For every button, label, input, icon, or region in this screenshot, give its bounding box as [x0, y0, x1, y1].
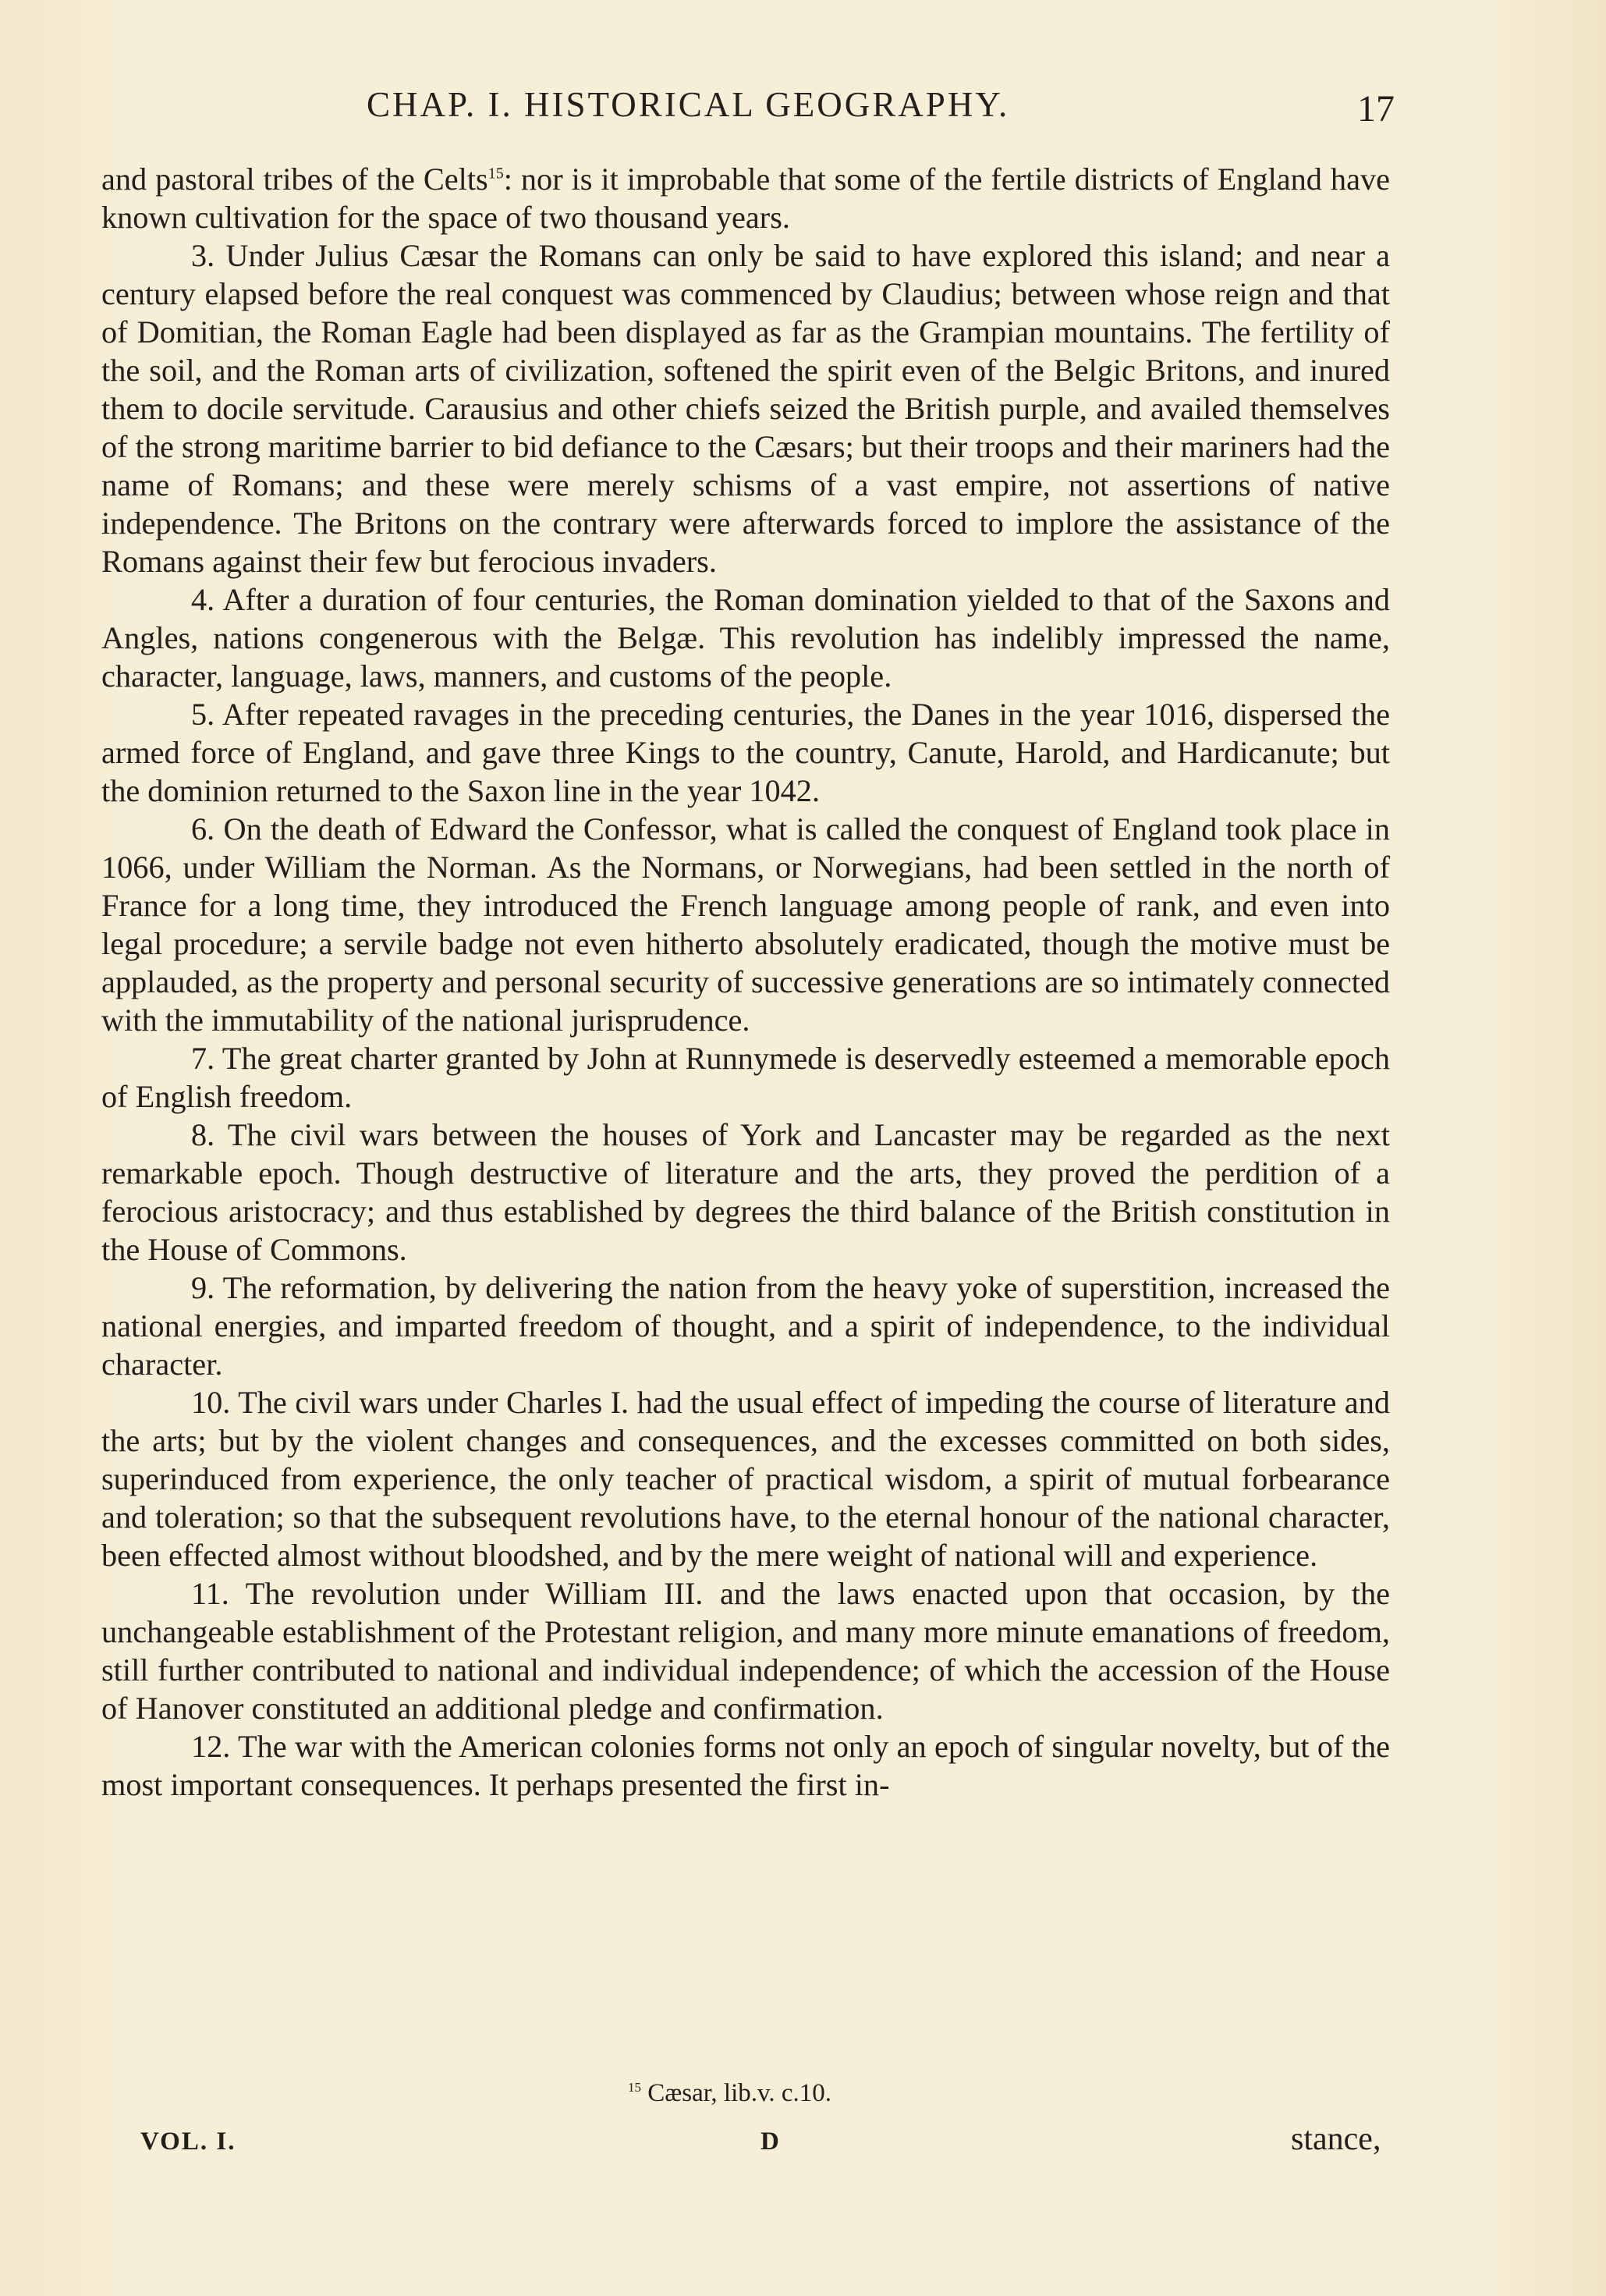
paragraph-5: 5. After repeated ravages in the preceding centuries, the Danes in the year 1016, dispersed the armed force of England, and gave three Kings to the country, Canute, Harold, and Hardicanute; but the dominion returned to the Saxon line in the year 1042.	[101, 697, 1390, 808]
body-text	[101, 160, 1390, 1804]
catchword: stance,	[1291, 2121, 1381, 2157]
footnote-reference: 15	[487, 165, 504, 183]
paragraph-10: 10. The civil wars under Charles I. had the usual effect of impeding the course of literature and the arts; but by the violent changes and consequences, and the excesses committed on both sides, superinduced from experience, the only teacher of practical wisdom, a spirit of mutual forbearance and toleration; so that the subsequent revolutions have, to the eternal honour of the national character, been effected almost without bloodshed, and by the mere weight of national will and experience.	[101, 1385, 1390, 1573]
paragraph-8: 8. The civil wars between the houses of York and Lancaster may be regarded as the next remarkable epoch. Though destructive of literature and the arts, they proved the perdition of a ferocious aristocracy; and thus established by degrees the third balance of the British constitution in the House of Commons.	[101, 1117, 1390, 1267]
paragraph-continued	[101, 160, 1390, 236]
volume-label: VOL. I.	[140, 2127, 236, 2156]
page-number: 17	[1357, 88, 1395, 130]
paragraph-12: 12. The war with the American colonies forms not only an epoch of singular novelty, but of the most important consequences. It perhaps presented the first in-	[101, 1729, 1390, 1802]
paragraph-11: 11. The revolution under William III. and the laws enacted upon that occasion, by the unchangeable establishment of the Protestant religion, and many more minute emanations of freedom, still further contributed to national and individual independence; of which the accession of the House of Hanover constituted an additional pledge and confirmation.	[101, 1576, 1390, 1726]
paragraph-text: : nor is it improbable that some of the fertile districts of England have known cultivation for the space of two thousand years.	[101, 161, 1390, 235]
footnote	[628, 2079, 831, 2108]
running-title: CHAP. I. HISTORICAL GEOGRAPHY.	[367, 85, 1010, 124]
signature-mark: D	[760, 2127, 779, 2156]
paragraph-3: 3. Under Julius Cæsar the Romans can only be said to have explored this island; and near a century elapsed before the real conquest was commenced by Claudius; between whose reign and that of Domitian, the Roman Eagle had been displayed as far as the Grampian mountains. The fertility of the soil, and the Roman arts of civilization, softened the spirit even of the Belgic Britons, and inured them to docile servitude. Carausius and other chiefs seized the British purple, and availed themselves of the strong maritime barrier to bid defiance to the Cæsars; but their troops and their mariners had the name of Romans; and these were merely schisms of a vast empire, not assertions of native independence. The Britons on the contrary were afterwards forced to implore the assistance of the Romans against their few but ferocious invaders.	[101, 238, 1390, 579]
footnote-mark: 15	[628, 2080, 641, 2095]
paragraph-text: and pastoral tribes of the Celts	[101, 161, 488, 197]
paragraph-6: 6. On the death of Edward the Confessor, what is called the conquest of England took place in 1066, under William the Norman. As the Normans, or Norwegians, had been settled in the north of France for a long time, they introduced the French language among people of rank, and even into legal procedure; a servile badge not even hitherto absolutely eradicated, though the motive must be applauded, as the property and personal security of successive generations are so intimately connected with the immutability of the national jurisprudence.	[101, 811, 1390, 1038]
paragraph-7: 7. The great charter granted by John at Runnymede is deservedly esteemed a memorable epoch of English freedom.	[101, 1041, 1390, 1114]
paragraph-4: 4. After a duration of four centuries, the Roman domination yielded to that of the Saxons and Angles, nations congenerous with the Belgæ. This revolution has indelibly impressed the name, character, language, laws, manners, and customs of the people.	[101, 582, 1390, 694]
footnote-text: Cæsar, lib.v. c.10.	[647, 2079, 832, 2107]
paragraph-9: 9. The reformation, by delivering the nation from the heavy yoke of superstition, increased the national energies, and imparted freedom of thought, and a spirit of independence, to the individual character.	[101, 1270, 1390, 1382]
